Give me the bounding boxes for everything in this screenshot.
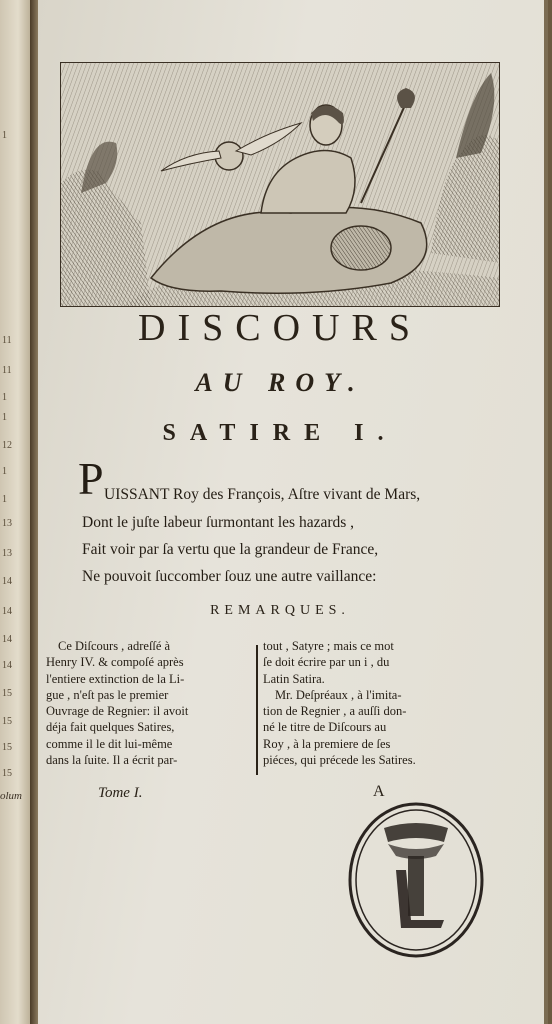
page-edge: [544, 0, 548, 1024]
margin-number: 14: [2, 634, 12, 645]
margin-number: 14: [2, 606, 12, 617]
margin-number: 1: [2, 466, 7, 477]
verse-line: Fait voir par ſa vertu que la grandeur de France,: [82, 541, 379, 558]
margin-number: 11: [2, 335, 12, 346]
text-line: Mr. Deſpréaux , à l'imita-: [275, 687, 402, 702]
text-line: Ouvrage de Regnier: il avoit: [46, 704, 189, 719]
margin-number: 11: [2, 365, 12, 376]
footer-tome: Tome I.: [98, 785, 143, 801]
footer-signature: A: [373, 783, 385, 800]
text-line: Roy , à la premiere de ſes: [263, 736, 391, 751]
title-discours: DISCOURS: [138, 307, 422, 349]
text-line: déja fait quelques Satires,: [46, 720, 175, 735]
margin-number: 14: [2, 576, 12, 587]
title-au-roy: AU ROY.: [195, 368, 365, 397]
text-line: tion de Regnier , a auſſi don-: [263, 704, 407, 719]
book-gutter: [30, 0, 38, 1024]
text-line: comme il le dit lui-même: [46, 736, 173, 751]
margin-number: 1: [2, 494, 7, 505]
margin-number: 15: [2, 768, 12, 779]
book-page: [38, 0, 548, 1024]
margin-number: 13: [2, 548, 12, 559]
remarques-heading: REMARQUES.: [210, 603, 350, 618]
engraved-vignette: [60, 62, 500, 307]
margin-number: 15: [2, 716, 12, 727]
text-line: né le titre de Diſcours au: [263, 720, 387, 735]
text-line: Latin Satira.: [263, 671, 325, 686]
margin-word: olum: [0, 790, 22, 802]
text-line: Ce Diſcours , adreſſé à: [58, 639, 171, 653]
verse-line: UISSANT Roy des François, Aſtre vivant de Mars,: [104, 486, 421, 503]
margin-number: 15: [2, 742, 12, 753]
margin-number: 1: [2, 130, 7, 141]
text-line: l'entiere extinction de la Li-: [46, 671, 185, 686]
verse-line: Dont le juſte labeur ſurmontant les hazards ,: [82, 514, 355, 531]
remarques-left-column: [46, 638, 251, 768]
vignette-engraving-image: [61, 63, 500, 307]
column-divider: [256, 645, 258, 775]
title-satire: SATIRE I.: [162, 420, 398, 446]
facing-page-edge: [0, 0, 30, 1024]
text-line: dans la ſuite. Il a écrit par-: [46, 753, 178, 768]
remarques-right-column: [263, 638, 468, 768]
margin-number: 13: [2, 518, 12, 529]
margin-number: 12: [2, 440, 12, 451]
margin-number: 1: [2, 392, 7, 403]
text-line: ſe doit écrire par un i , du: [263, 655, 390, 670]
text-line: tout , Satyre ; mais ce mot: [263, 639, 394, 653]
margin-number: 1: [2, 412, 7, 423]
text-line: piéces, qui précede les Satires.: [263, 753, 416, 768]
margin-number: 14: [2, 660, 12, 671]
verse-line: Ne pouvoit ſuccomber ſouz une autre vaillance:: [82, 568, 377, 585]
text-line: gue , n'eſt pas le premier: [46, 687, 169, 702]
margin-number: 15: [2, 688, 12, 699]
library-stamp-image: [346, 800, 486, 960]
text-line: Henry IV. & compoſé après: [46, 655, 184, 670]
drop-cap: P: [78, 453, 104, 504]
